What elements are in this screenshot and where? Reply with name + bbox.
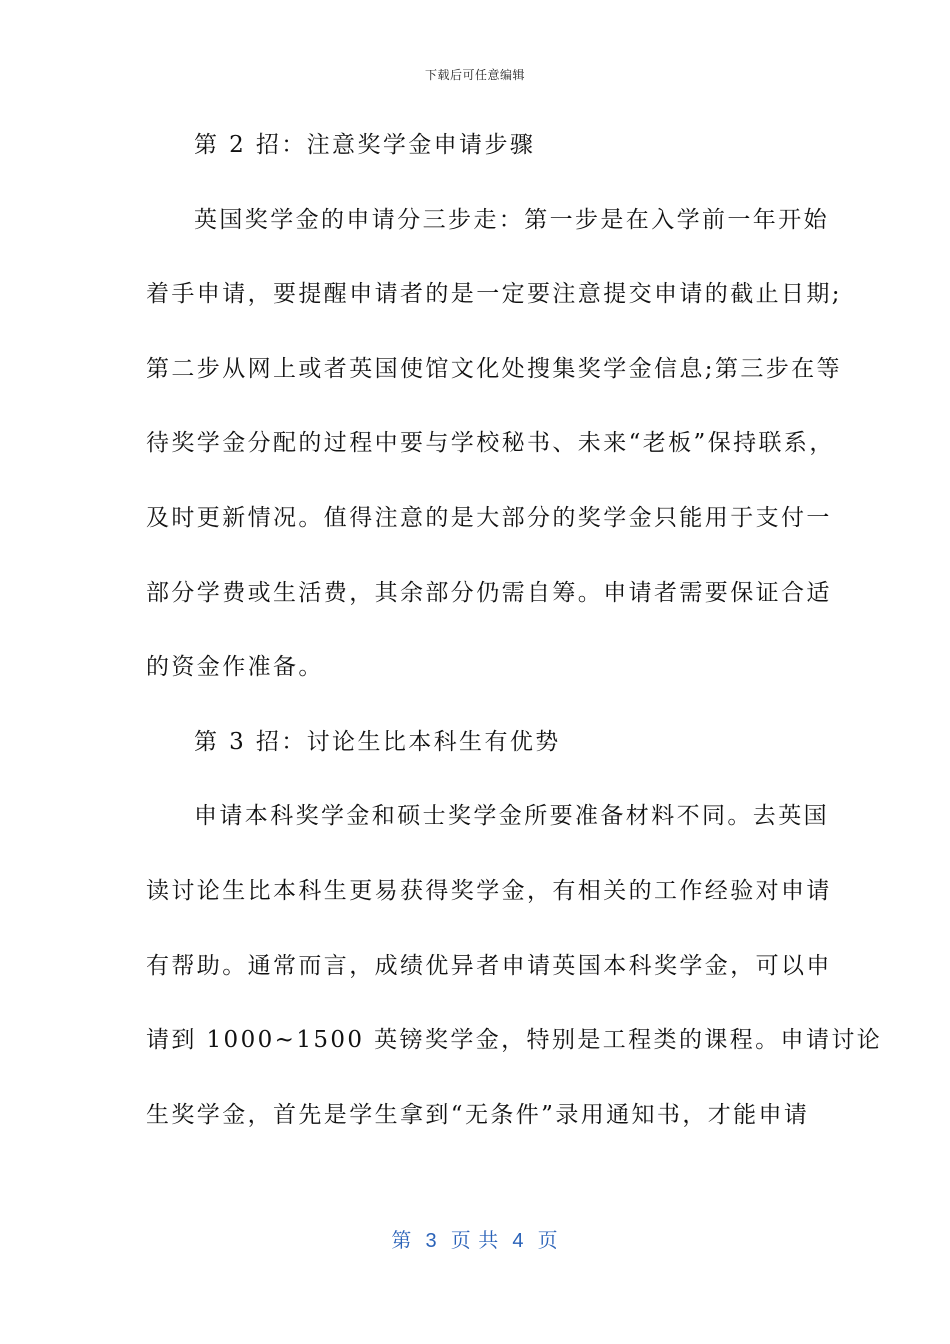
document-body	[146, 120, 883, 1164]
paragraph-line: 请到 1000~1500 英镑奖学金，特别是工程类的课程。申请讨论	[146, 1027, 883, 1054]
page-header: 下载后可任意编辑	[424, 68, 525, 82]
paragraph-line: 有帮助。通常而言，成绩优异者申请英国本科奖学金，可以申	[146, 952, 832, 979]
paragraph-line: 读讨论生比本科生更易获得奖学金，有相关的工作经验对申请	[146, 877, 832, 904]
paragraph-line: 申请本科奖学金和硕士奖学金所要准备材料不同。去英国	[194, 803, 829, 830]
paragraph-line: 部分学费或生活费，其余部分仍需自筹。申请者需要保证合适	[146, 579, 832, 606]
section-heading: 第 2 招：注意奖学金申请步骤	[194, 132, 536, 158]
page-number: 第 3 页 共 4 页	[391, 1230, 559, 1252]
paragraph-line: 的资金作准备。	[146, 654, 324, 681]
paragraph-line: 第二步从网上或者英国使馆文化处搜集奖学金信息;第三步在等	[146, 355, 842, 382]
paragraph-line: 英国奖学金的申请分三步走：第一步是在入学前一年开始	[194, 206, 829, 233]
section-heading: 第 3 招：讨论生比本科生有优势	[194, 728, 561, 755]
paragraph-line: 着手申请，要提醒申请者的是一定要注意提交申请的截止日期;	[146, 281, 842, 308]
paragraph-line: 生奖学金，首先是学生拿到“无条件”录用通知书，才能申请	[146, 1101, 810, 1128]
paragraph-line: 待奖学金分配的过程中要与学校秘书、未来“老板”保持联系，	[146, 430, 835, 457]
paragraph-line: 及时更新情况。值得注意的是大部分的奖学金只能用于支付一	[146, 504, 832, 531]
